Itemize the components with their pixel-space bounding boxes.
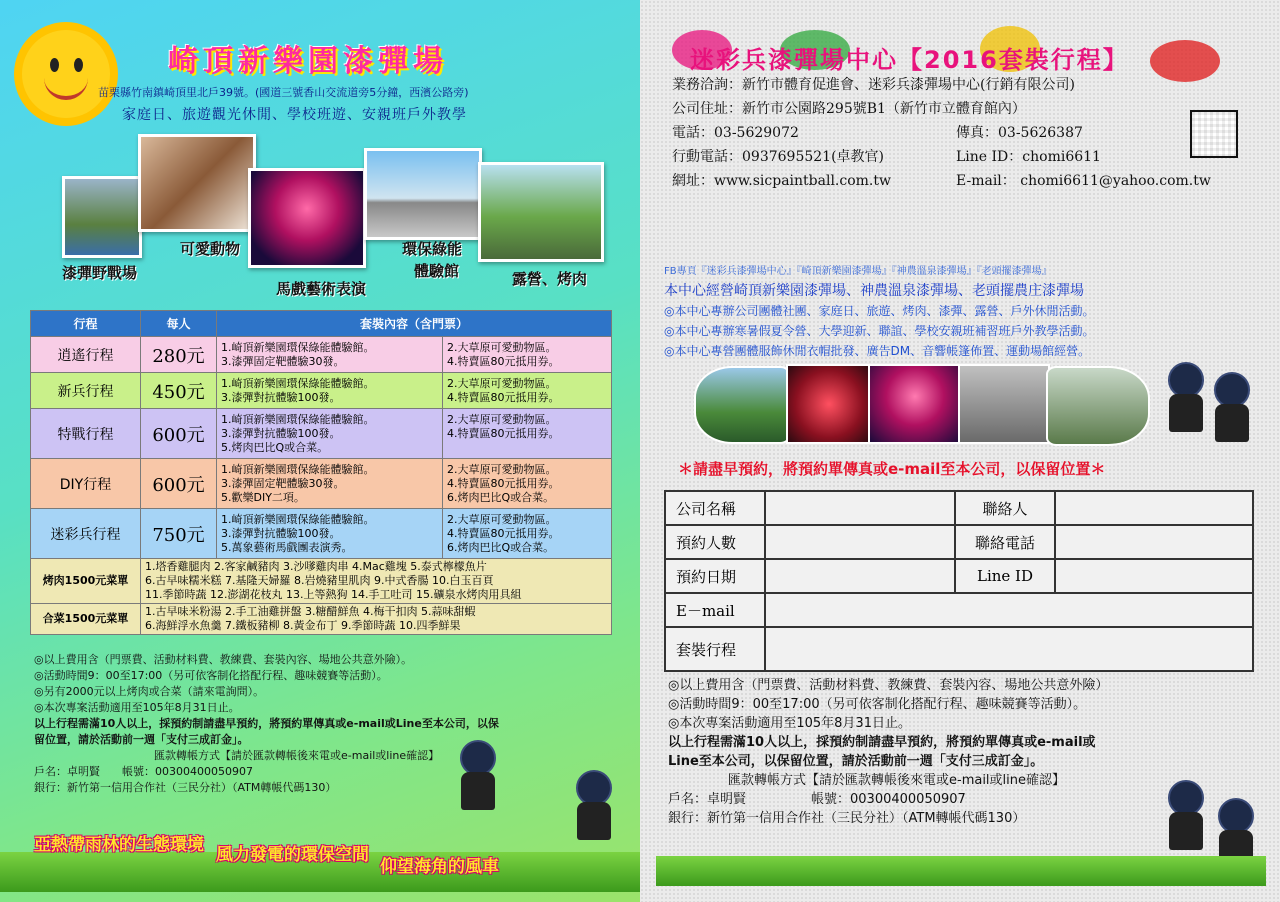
center-headline: 本中心經營崎頂新樂園漆彈場、神農溫泉漆彈場、老頭擺農庄漆彈場 xyxy=(664,283,1084,299)
date-field[interactable] xyxy=(765,559,955,593)
service-bullet: ◎本中心專辦寒暑假夏令營、大學迎新、聯誼、學校安親班補習班戶外教學活動。 xyxy=(664,324,1095,338)
col-header: 每人 xyxy=(141,311,217,337)
form-label: 套裝行程 xyxy=(665,627,765,671)
info-address: 公司住址：新竹市公園路295號B1（新竹市立體育館內） xyxy=(672,101,1026,117)
slogan: 風力發電的環保空間 xyxy=(216,845,369,865)
info-email[interactable]: E-mail： chomi6611@yahoo.com.tw xyxy=(956,173,1211,189)
info-org: 業務洽詢：新竹市體育促進會、迷彩兵漆彈場中心(行銷有限公司) xyxy=(672,77,1075,93)
table-row: 新兵行程 450元 1.崎頂新樂園環保綠能體驗館。 3.漆彈對抗體驗100發。 2.大草原可愛動物區。 4.特賣區80元抵用券。 xyxy=(31,373,612,409)
center-title: 迷彩兵漆彈場中心【2016套裝行程】 xyxy=(690,46,1129,74)
park-address: 苗栗縣竹南鎮崎頂里北戶39號。(國道三號香山交流道旁5分鐘，西濱公路旁) xyxy=(98,86,469,99)
table-row: 合菜1500元菜單 1.古早味米粉湯 2.手工油雞拼盤 3.糖醋鮮魚 4.梅干扣肉 5.蒜味甜蝦 6.海鮮浮水魚羹 7.鐵板豬柳 8.黃金布丁 9.季節時蔬 10.四季鮮果 xyxy=(31,604,612,635)
soldier-mascot-icon xyxy=(458,740,498,810)
slogan: 仰望海角的風車 xyxy=(380,857,499,877)
photo-caption: 漆彈野戰場 xyxy=(62,264,138,282)
soldier-mascot-icon xyxy=(1166,780,1206,850)
grass-strip xyxy=(656,856,1266,886)
left-notes: ◎以上費用含（門票費、活動材料費、教練費、套裝內容、場地公共意外險）。 ◎活動時間9：00至17:00（另可依客制化搭配行程、趣味競賽等活動）。 ◎另有2000元以上烤肉或合菜（請來電詢問）。 ◎本次專案活動適用至105年8月31日止。 以上行程需滿10人以上，採預約制請盡早預約，將預約單傳真或e-mail或Line至本公司，以保 留位置，請於活動前一週「支付三成訂金」。 匯款轉帳方式【請於匯款轉帳後來電或e-mail或line確認】 戶名：卓明賢 帳號：00300400050907 銀行：新竹第一信用合作社（三民分社）（ATM轉帳代碼130） xyxy=(34,653,499,794)
col-header: 行程 xyxy=(31,311,141,337)
service-bullet: ◎本中心專營團體服飾休閒衣帽批發、廣告DM、音響帳篷佈置、運動場館經營。 xyxy=(664,344,1091,358)
form-label: 公司名稱 xyxy=(665,491,765,525)
photo-animals xyxy=(138,134,256,232)
photo-caption: 馬戲藝術表演 xyxy=(276,280,367,298)
sun-icon xyxy=(22,30,110,118)
service-bullet: ◎本中心專辦公司團體社團、家庭日、旅遊、烤肉、漆彈、露營、戶外休閒活動。 xyxy=(664,304,1095,318)
photo-circus xyxy=(248,168,366,268)
table-row: 烤肉1500元菜單 1.塔香雞腿肉 2.客家鹹豬肉 3.沙嗲雞肉串 4.Mac雞塊 5.泰式檸檬魚片 6.古早味糯米糕 7.基隆天婦羅 8.岩燒豬里肌肉 9.中式香腸 10.白玉百頁 11.季節時蔬 12.澎湖花枝丸 13.上等熱狗 14.手工吐司 15.礦泉水烤肉用具組 xyxy=(31,559,612,604)
photo-camping xyxy=(478,162,604,262)
col-header: 套裝內容（含門票） xyxy=(217,311,612,337)
photo-lights xyxy=(786,364,872,444)
form-label: 預約日期 xyxy=(665,559,765,593)
plan-field[interactable] xyxy=(765,627,1253,671)
fb-pages: FB專頁『迷彩兵漆彈場中心』『崎頂新樂園漆彈場』『神農溫泉漆彈場』『老頭擺漆彈場』 xyxy=(664,266,1052,277)
paint-splat-icon xyxy=(1150,40,1220,82)
park-subtitle: 家庭日、旅遊觀光休閒、學校班遊、安親班戶外教學 xyxy=(122,107,467,123)
photo-arena xyxy=(958,364,1050,444)
soldier-mascot-icon xyxy=(1166,362,1206,432)
phone-field[interactable] xyxy=(1055,525,1253,559)
package-table xyxy=(30,310,612,635)
people-field[interactable] xyxy=(765,525,955,559)
lineid-field[interactable] xyxy=(1055,559,1253,593)
booking-warning: ＊請盡早預約，將預約單傳真或e-mail至本公司，以保留位置＊ xyxy=(678,460,1106,478)
photo-caption: 體驗館 xyxy=(414,262,460,280)
email-field[interactable] xyxy=(765,593,1253,627)
right-notes: ◎以上費用含（門票費、活動材料費、教練費、套裝內容、場地公共意外險） ◎活動時間9：00至17:00（另可依客制化搭配行程、趣味競賽等活動）。 ◎本次專案活動適用至105年8月31日止。 以上行程需滿10人以上，採預約制請盡早預約，將預約單傳真或e-mail或 Line至本公司，以保留位置，請於活動前一週「支付三成訂金」。 匯款轉帳方式【請於匯款轉帳後來電或e-mail或line確認】 戶名：卓明賢 帳號：00300400050907 銀行：新竹第一信用合作社（三民分社）（ATM轉帳代碼130） xyxy=(668,678,1109,826)
photo-green-pavilion xyxy=(364,148,482,240)
info-phone: 電話：03-5629072 xyxy=(672,125,799,141)
company-field[interactable] xyxy=(765,491,955,525)
contact-field[interactable] xyxy=(1055,491,1253,525)
info-website[interactable]: 網址：www.sicpaintball.com.tw xyxy=(672,173,891,189)
table-row: 特戰行程 600元 1.崎頂新樂園環保綠能體驗館。 3.漆彈對抗體驗100發。 5.烤肉巴比Q或合菜。 2.大草原可愛動物區。 4.特賣區80元抵用券。 xyxy=(31,409,612,459)
form-label: 預約人數 xyxy=(665,525,765,559)
photo-field xyxy=(694,366,790,444)
form-label: 聯絡電話 xyxy=(955,525,1055,559)
form-label: E－mail xyxy=(665,593,765,627)
photo-caption: 環保綠能 xyxy=(402,240,463,258)
qr-code-icon[interactable] xyxy=(1190,110,1238,158)
booking-form xyxy=(664,490,1254,672)
info-mobile: 行動電話：0937695521(卓教官) xyxy=(672,149,884,165)
form-label: Line ID xyxy=(955,559,1055,593)
park-title: 崎頂新樂園漆彈場 xyxy=(168,44,448,79)
photo-circus xyxy=(868,364,962,444)
photo-paintball-field xyxy=(62,176,142,258)
table-row: 迷彩兵行程 750元 1.崎頂新樂園環保綠能體驗館。 3.漆彈對抗體驗100發。 5.萬象藝術馬戲團表演秀。 2.大草原可愛動物區。 4.特賣區80元抵用券。 6.烤肉巴比Q或合菜。 xyxy=(31,509,612,559)
soldier-mascot-icon xyxy=(1212,372,1252,442)
photo-landscape xyxy=(1046,366,1150,446)
slogan: 亞熱帶雨林的生態環境 xyxy=(34,835,204,855)
soldier-mascot-icon xyxy=(574,770,614,840)
table-row: 逍遙行程 280元 1.崎頂新樂園環保綠能體驗館。 3.漆彈固定靶體驗30發。 2.大草原可愛動物區。 4.特賣區80元抵用券。 xyxy=(31,337,612,373)
info-line: Line ID：chomi6611 xyxy=(956,149,1101,165)
form-label: 聯絡人 xyxy=(955,491,1055,525)
photo-caption: 可愛動物 xyxy=(180,240,241,258)
table-row: DIY行程 600元 1.崎頂新樂園環保綠能體驗館。 3.漆彈固定靶體驗30發。 5.歡樂DIY二項。 2.大草原可愛動物區。 4.特賣區80元抵用券。 6.烤肉巴比Q或合菜。 xyxy=(31,459,612,509)
info-fax: 傳真：03-5626387 xyxy=(956,125,1083,141)
photo-caption: 露營、烤肉 xyxy=(512,270,588,288)
